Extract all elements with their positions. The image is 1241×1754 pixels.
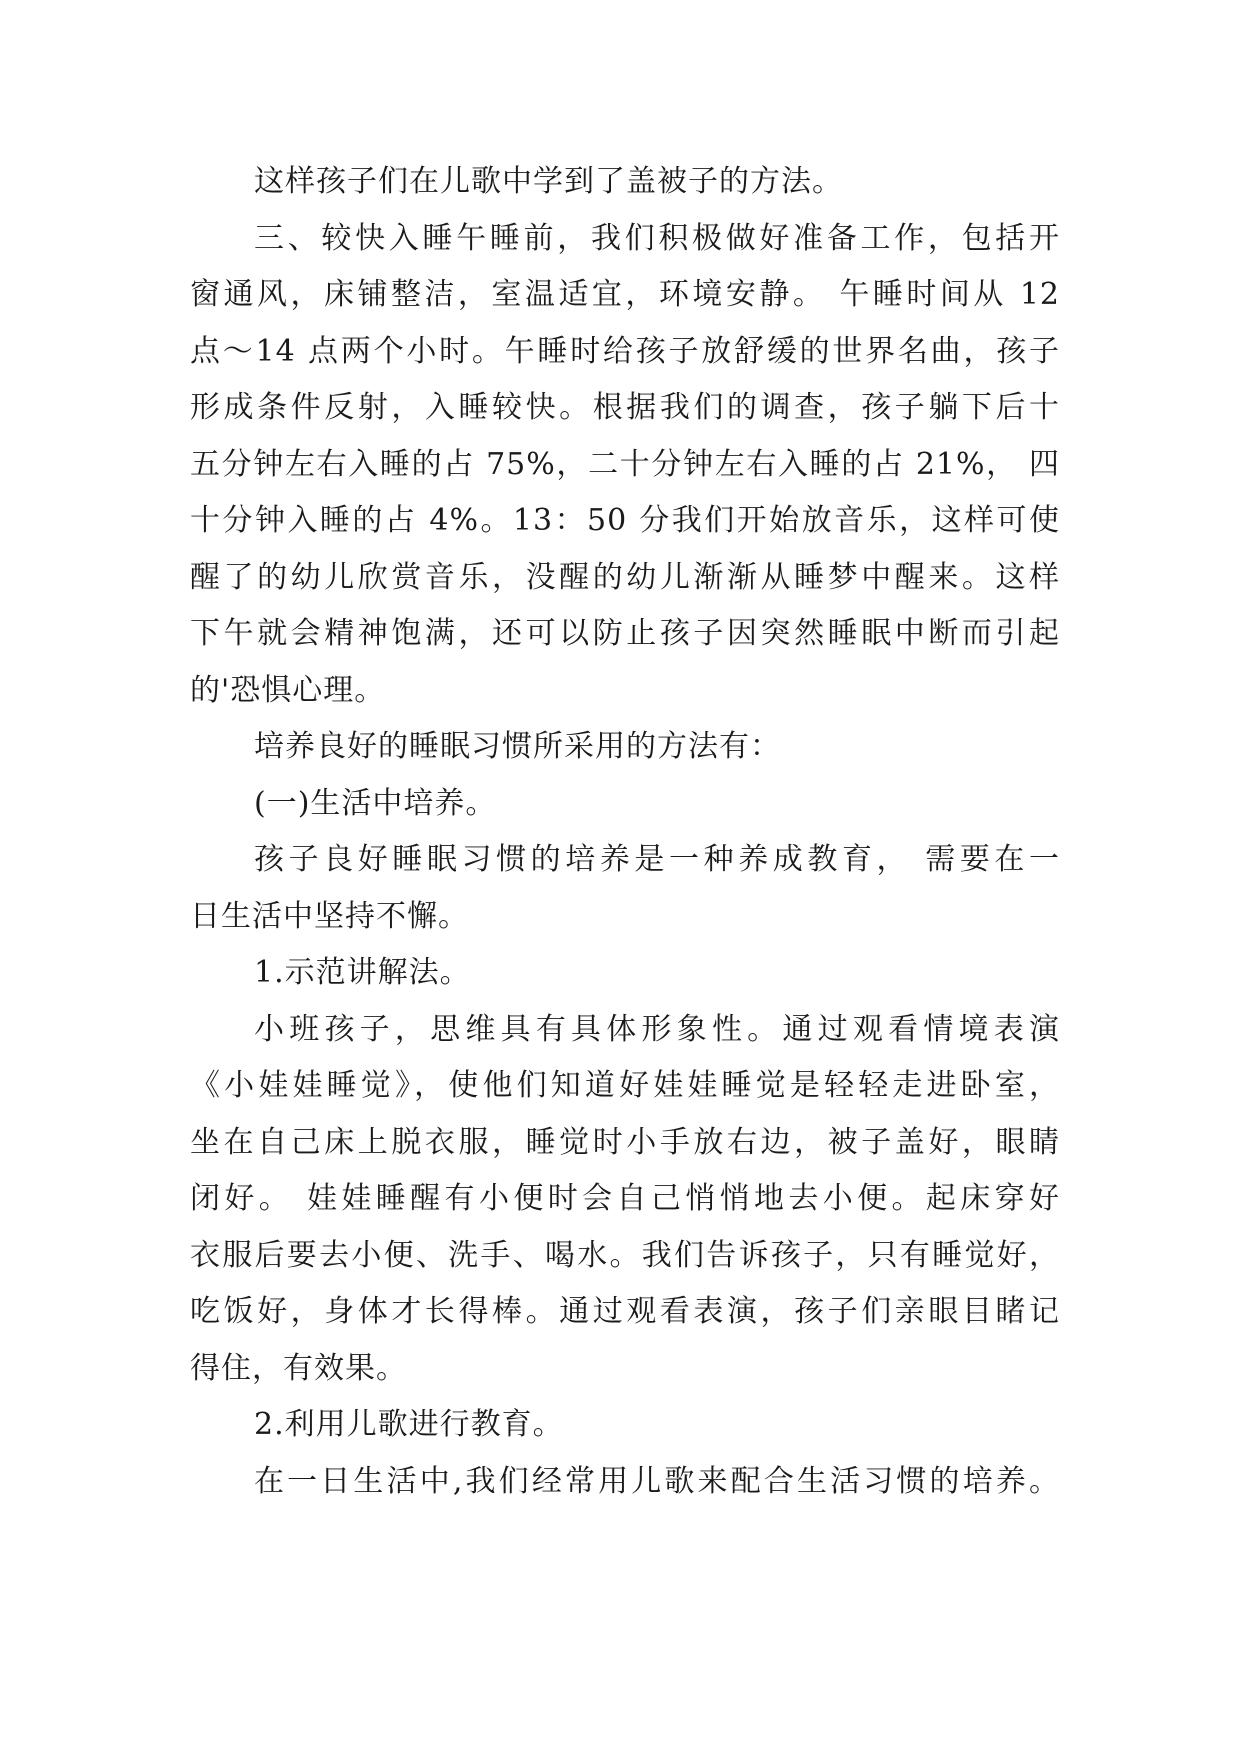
- text-line: 窗通风，床铺整洁，室温适宜，环境安静。 午睡时间从 12: [190, 277, 1060, 312]
- text-line: 十分钟入睡的占 4%。13：50 分我们开始放音乐，这样可使: [190, 503, 1060, 538]
- text-line: 日生活中坚持不懈。: [190, 899, 469, 934]
- text-line: (一)生活中培养。: [254, 786, 497, 821]
- text-line: 五分钟左右入睡的占 75%，二十分钟左右入睡的占 21%， 四: [190, 447, 1060, 482]
- text-line: 下午就会精神饱满，还可以防止孩子因突然睡眠中断而引起: [190, 616, 1060, 651]
- text-line: 坐在自己床上脱衣服，睡觉时小手放右边，被子盖好，眼睛: [190, 1125, 1060, 1160]
- text-line: 点～14 点两个小时。午睡时给孩子放舒缓的世界名曲，孩子: [190, 334, 1060, 369]
- text-line: 的'恐惧心理。: [190, 673, 386, 708]
- text-line: 闭好。 娃娃睡醒有小便时会自己悄悄地去小便。起床穿好: [190, 1181, 1060, 1216]
- text-line: 1.示范讲解法。: [254, 955, 471, 990]
- text-line: 培养良好的睡眠习惯所采用的方法有：: [254, 729, 781, 764]
- text-line: 这样孩子们在儿歌中学到了盖被子的方法。: [254, 164, 843, 199]
- text-line: 得住，有效果。: [190, 1351, 407, 1386]
- text-line: 醒了的幼儿欣赏音乐，没醒的幼儿渐渐从睡梦中醒来。这样: [190, 560, 1060, 595]
- text-line: 2.利用儿歌进行教育。: [254, 1407, 564, 1442]
- text-line: 形成条件反射，入睡较快。根据我们的调查，孩子躺下后十: [190, 390, 1060, 425]
- text-line: 孩子良好睡眠习惯的培养是一种养成教育， 需要在一: [254, 842, 1060, 877]
- text-line: 三、较快入睡午睡前，我们积极做好准备工作，包括开: [254, 221, 1060, 256]
- text-line: 小班孩子，思维具有具体形象性。通过观看情境表演: [254, 1012, 1060, 1047]
- text-line: 衣服后要去小便、洗手、喝水。我们告诉孩子，只有睡觉好，: [190, 1238, 1060, 1273]
- text-line: 在一日生活中,我们经常用儿歌来配合生活习惯的培养。: [254, 1464, 1060, 1499]
- text-line: 《小娃娃睡觉》，使他们知道好娃娃睡觉是轻轻走进卧室，: [190, 1068, 1060, 1103]
- text-line: 吃饭好，身体才长得棒。通过观看表演，孩子们亲眼目睹记: [190, 1294, 1060, 1329]
